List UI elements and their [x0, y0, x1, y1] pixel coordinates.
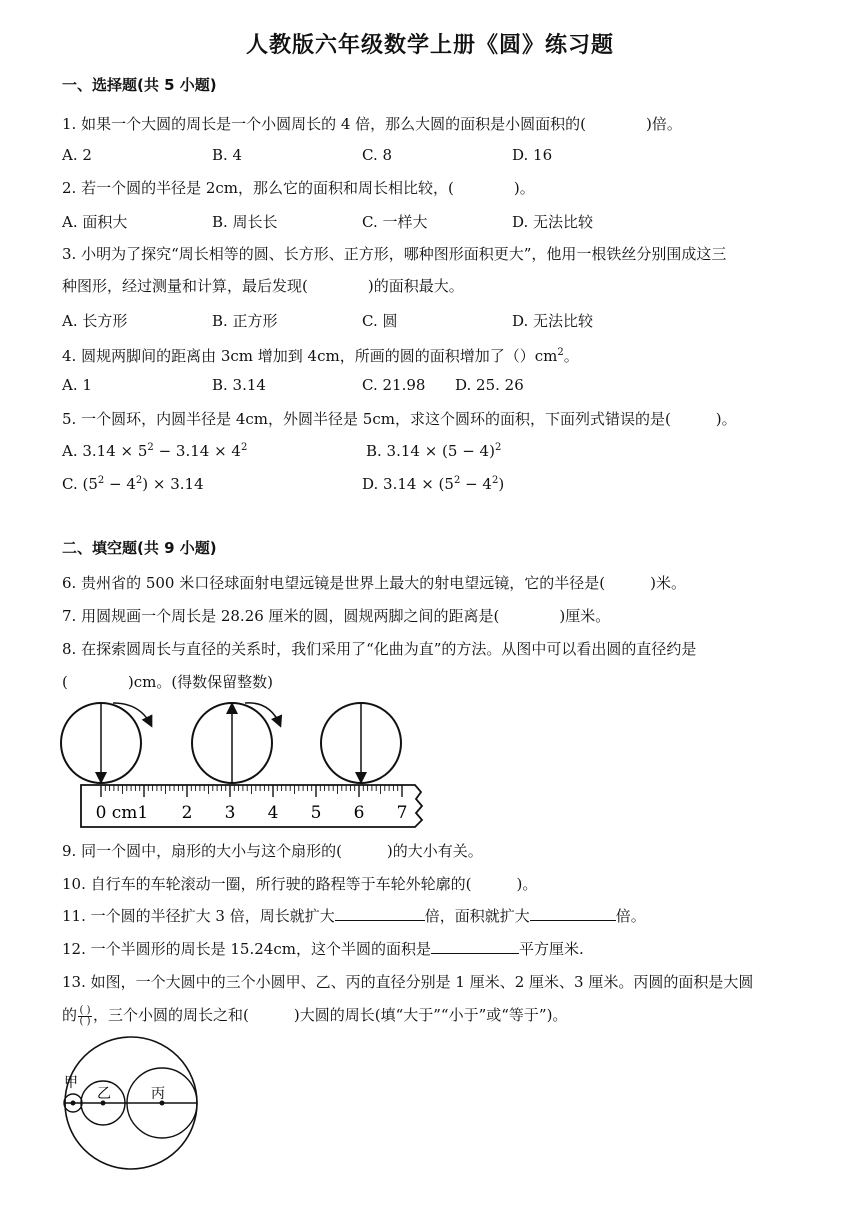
- option-b: B. 正方形: [212, 312, 278, 330]
- question-13-line-2: 的 $\frac{( )}{( )}$ ，三个小圆的周长之和( )大圆的周长(填“大于”“小于”或“等于”)。: [62, 1004, 568, 1027]
- question-2-options: [62, 211, 822, 231]
- option-d: D. 16: [512, 146, 553, 164]
- ruler-label: 2: [181, 803, 193, 823]
- label-yi: 乙: [97, 1086, 111, 1102]
- option-d: D. 25. 26: [455, 376, 524, 394]
- ruler-label: 3: [224, 803, 236, 823]
- option-c: C. $(5^2 - 4^2) \times 3.14$: [62, 475, 204, 493]
- rolling-circle-ruler-figure: [55, 695, 435, 835]
- ruler-label: 6: [353, 803, 365, 823]
- option-a: A. 面积大: [62, 213, 128, 231]
- ruler-label: cm1: [111, 803, 149, 823]
- section-heading-choice: 一、选择题(共 5 小题): [62, 76, 217, 94]
- question-1: 1. 如果一个大圆的周长是一个小圆周长的 4 倍，那么大圆的面积是小圆面积的( )倍。: [62, 115, 682, 133]
- answer-blank: [431, 939, 519, 954]
- option-d: D. 无法比较: [512, 312, 594, 330]
- question-6: 6. 贵州省的 500 米口径球面射电望远镜是世界上最大的射电望远镜，它的半径是( )米。: [62, 574, 686, 592]
- fraction-blank: $\frac{( )}{( )}$: [79, 1004, 91, 1027]
- question-9: 9. 同一个圆中，扇形的大小与这个扇形的( )的大小有关。: [62, 842, 483, 860]
- question-5-options-row-2: [62, 475, 822, 495]
- question-3-options: [62, 310, 822, 330]
- ruler-label: 0: [95, 803, 107, 823]
- answer-blank: [335, 906, 425, 921]
- question-8-line-1: 8. 在探索圆周长与直径的关系时，我们采用了“化曲为直”的方法。从图中可以看出圆的直径约是: [62, 640, 697, 658]
- question-7: 7. 用圆规画一个周长是 28.26 厘米的圆，圆规两脚之间的距离是( )厘米。: [62, 607, 611, 625]
- question-1-options: [62, 146, 822, 166]
- option-c: C. 8: [362, 146, 393, 164]
- ruler: [81, 785, 422, 827]
- question-8-line-2: ( )cm。(得数保留整数): [62, 673, 274, 691]
- option-b: B. 3.14: [212, 376, 266, 394]
- nested-circles-figure: [55, 1035, 205, 1175]
- option-b: B. 4: [212, 146, 243, 164]
- question-5-options-row-1: [62, 442, 822, 462]
- page-title: 人教版六年级数学上册《圆》练习题: [245, 33, 614, 58]
- question-4: 4. 圆规两脚间的距离由 3cm 增加到 4cm，所画的圆的面积增加了$()cm^2$。: [62, 347, 579, 365]
- option-a: A. 长方形: [62, 312, 128, 330]
- roll-arrow-icon: [245, 703, 280, 725]
- ruler-label: 5: [310, 803, 322, 823]
- option-a: A. 2: [62, 146, 92, 164]
- section-heading-fill-in: 二、填空题(共 9 小题): [62, 539, 217, 557]
- option-d: D. $3.14 \times (5^2 - 4^2)$: [362, 475, 505, 493]
- label-bing: 丙: [151, 1086, 165, 1102]
- question-13-line-1: 13. 如图，一个大圆中的三个小圆甲、乙、丙的直径分别是 1 厘米、2 厘米、3 厘米。丙圆的面积是大圆: [62, 973, 754, 991]
- question-3-line-1: 3. 小明为了探究“周长相等的圆、长方形、正方形，哪种图形面积更大”，他用一根铁丝分别围成这三: [62, 245, 727, 263]
- option-c: C. 一样大: [362, 213, 428, 231]
- option-c: C. 圆: [362, 312, 398, 330]
- option-d: D. 无法比较: [512, 213, 594, 231]
- question-3-line-2: 种图形，经过测量和计算，最后发现( )的面积最大。: [62, 277, 464, 295]
- question-4-options: [62, 376, 822, 396]
- option-b: B. 周长长: [212, 213, 278, 231]
- question-5: 5. 一个圆环，内圆半径是 4cm，外圆半径是 5cm，求这个圆环的面积，下面列式错误的是( )。: [62, 410, 737, 428]
- option-a: A. 1: [62, 376, 92, 394]
- question-12: 12. 一个半圆形的周长是 15.24cm，这个半圆的面积是 平方厘米.: [62, 940, 584, 958]
- ruler-label: 7: [396, 803, 408, 823]
- question-10: 10. 自行车的车轮滚动一圈，所行驶的路程等于车轮外轮廓的( )。: [62, 875, 538, 893]
- option-b: B. $3.14 \times (5 - 4)^2$: [366, 442, 502, 460]
- question-11: 11. 一个圆的半径扩大 3 倍，周长就扩大 倍，面积就扩大 倍。: [62, 907, 646, 925]
- label-jia: 甲: [64, 1075, 78, 1091]
- ruler-label: 4: [267, 803, 279, 823]
- question-2: 2. 若一个圆的半径是 2cm，那么它的面积和周长相比较，( )。: [62, 179, 535, 197]
- answer-blank: [530, 906, 616, 921]
- option-c: C. 21.98: [362, 376, 426, 394]
- option-a: A. $3.14 \times 5^2 - 3.14 \times 4^2$: [62, 442, 248, 460]
